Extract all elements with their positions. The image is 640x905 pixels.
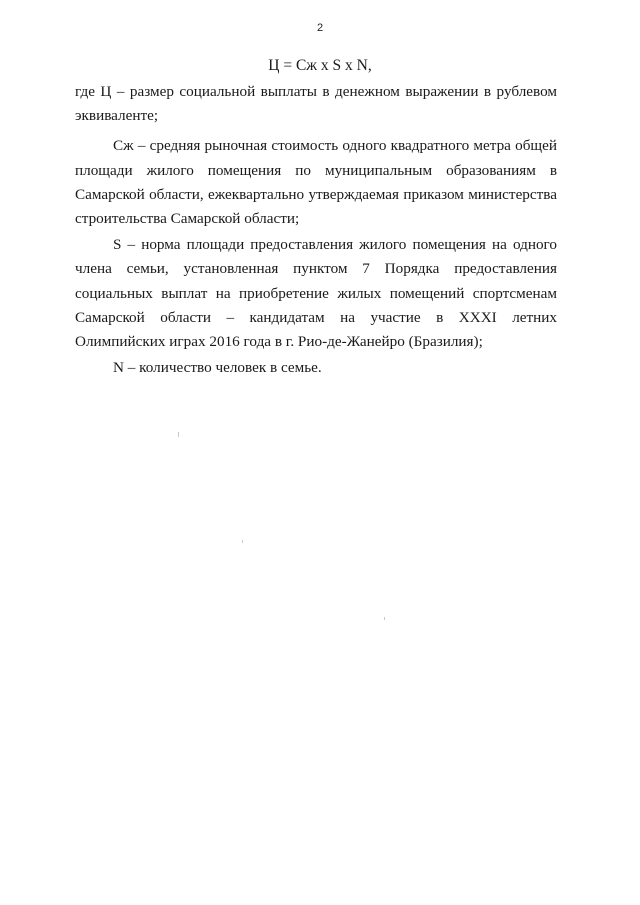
document-body: [75, 80, 557, 380]
formula: Ц = Сж х S х N,: [268, 57, 372, 74]
paragraph-def-szh: Сж – средняя рыночная стоимость одного квадратного метра общей площади жилого помещения по муниципальным образованиям в Самарской области, ежеквартально утверждаемая приказом министерства строительства Самарской области;: [75, 137, 557, 228]
scan-speck: [242, 540, 243, 543]
page-number: 2: [316, 22, 324, 34]
paragraph-def-s: S – норма площади предоставления жилого помещения на одного члена семьи, установленная пунктом 7 Порядка предоставления социальных выплат на приобретение жилых помещений спортсменам Самарской области – кандидатам на участие в XXXI летних Олимпийских играх 2016 года в г. Рио-де-Жанейро (Бразилия);: [75, 236, 557, 351]
paragraph-def-n: N – количество человек в семье.: [113, 359, 322, 377]
paragraph-where-c: где Ц – размер социальной выплаты в денежном выражении в рублевом эквиваленте;: [75, 83, 557, 125]
scan-speck: [178, 432, 179, 437]
scan-speck: [384, 617, 385, 620]
